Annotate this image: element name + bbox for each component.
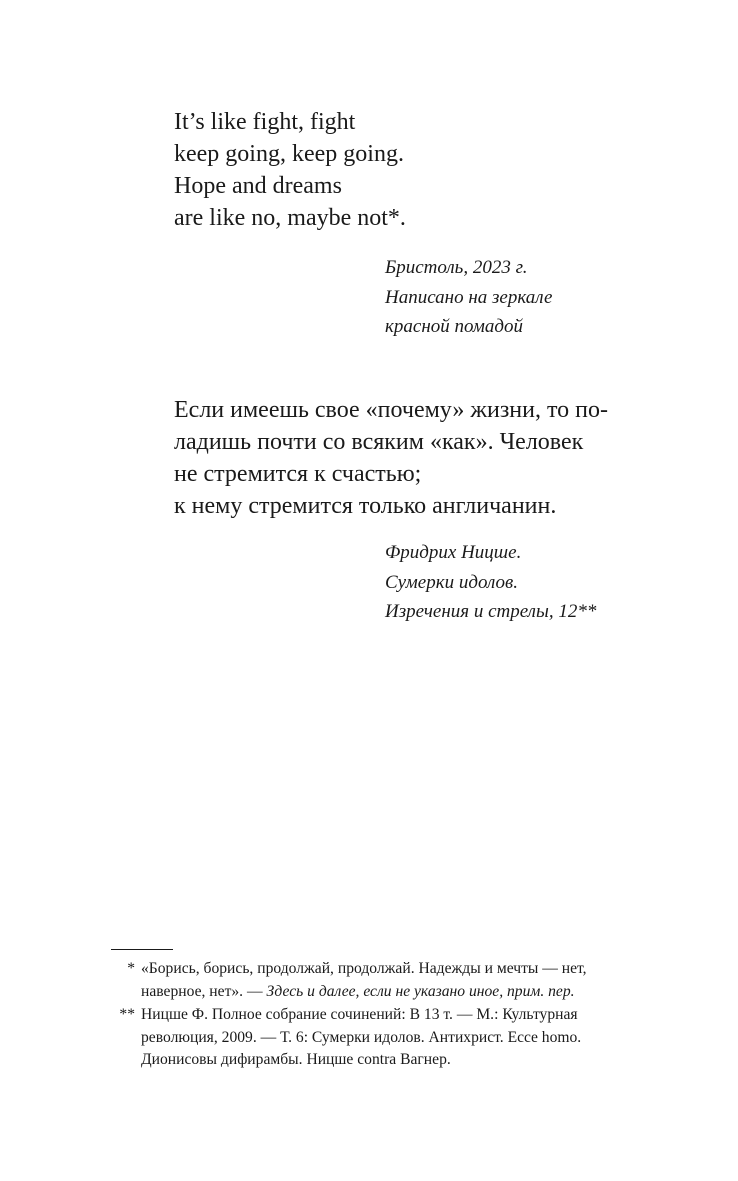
attribution-line: красной помадой — [385, 316, 524, 337]
epigraph-line: are like no, maybe not*. — [174, 205, 406, 231]
footnote-body — [141, 958, 671, 1003]
attribution-line: Изречения и стрелы, 12** — [385, 601, 597, 622]
footnote-italic-note: Здесь и далее, если не указано иное, прим. пер. — [266, 982, 575, 1000]
epigraph-nietzsche — [174, 394, 608, 522]
epigraph-line: Если имеешь свое «почему» жизни, то по- — [174, 397, 608, 423]
footnote — [111, 958, 671, 1003]
epigraph-attribution — [385, 538, 596, 627]
epigraph-line: Hope and dreams — [174, 173, 342, 199]
footnote-line — [141, 981, 671, 1004]
attribution-line: Бристоль, 2023 г. — [385, 257, 528, 278]
footnote-divider — [111, 949, 173, 950]
attribution-line: Фридрих Ницше. — [385, 542, 522, 563]
epigraph-line: к нему стремится только англичанин. — [174, 493, 557, 519]
epigraph-line: It’s like fight, fight — [174, 109, 356, 135]
epigraph-english — [174, 106, 406, 234]
footnote — [111, 1004, 671, 1072]
epigraph-line: keep going, keep going. — [174, 141, 404, 167]
footnote-line: Ницше Ф. Полное собрание сочинений: В 13 т. — М.: Культурная — [141, 1006, 578, 1023]
epigraph-attribution — [385, 253, 552, 342]
epigraph-line: не стремится к счастью; — [174, 461, 422, 487]
footnote-text: наверное, нет». — — [141, 982, 267, 1000]
footnote-line: «Борись, борись, продолжай, продолжай. Надежды и мечты — нет, — [141, 960, 587, 977]
footnote-line: Дионисовы дифирамбы. Ницше contra Вагнер. — [141, 1051, 451, 1068]
epigraph-line: ладишь почти со всяким «как». Человек — [174, 429, 584, 455]
footnote-body — [141, 1004, 671, 1072]
footnote-mark: * — [127, 960, 135, 977]
footnote-mark: ** — [119, 1006, 135, 1023]
attribution-line: Сумерки идолов. — [385, 571, 518, 593]
attribution-line: Написано на зеркале — [385, 286, 553, 308]
footnote-line: революция, 2009. — Т. 6: Сумерки идолов. Антихрист. Ecce homo. — [141, 1028, 582, 1046]
